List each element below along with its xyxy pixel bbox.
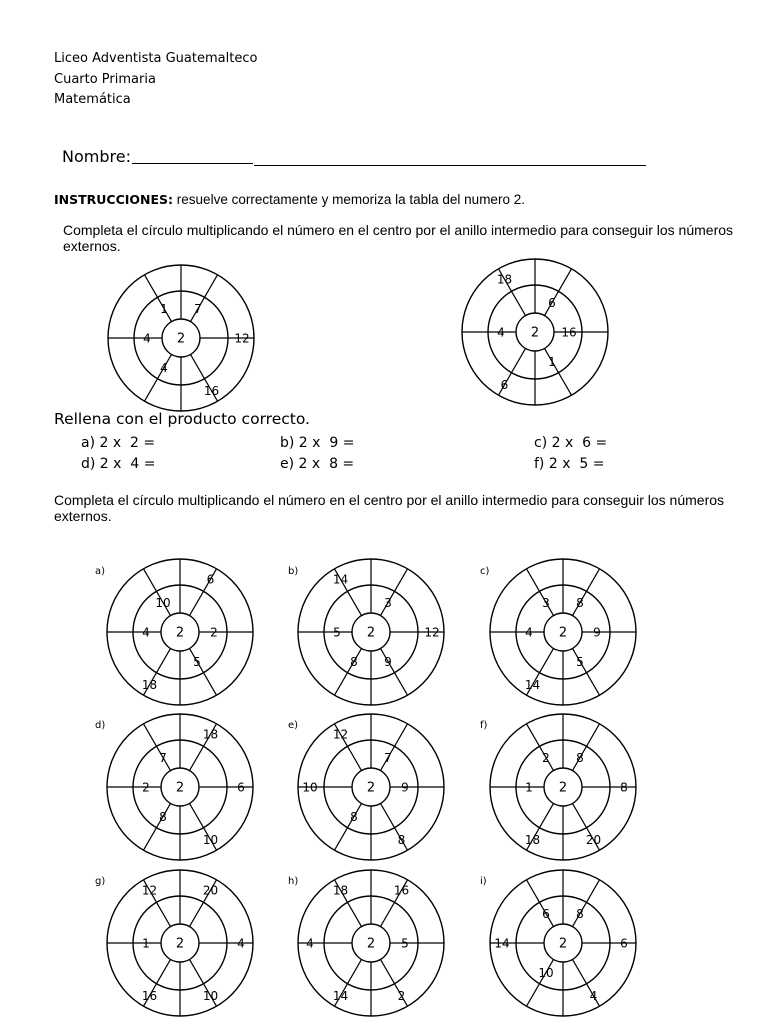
inner-number: 16 (561, 325, 577, 340)
subject-label: Matemática (54, 92, 131, 107)
center-number: 2 (175, 625, 185, 641)
outer-number: 14 (524, 678, 541, 693)
multiplication-wheel-b (292, 553, 450, 711)
multiplication-wheel-a (101, 553, 259, 711)
inner-number: 10 (155, 595, 171, 610)
center-number: 2 (558, 780, 568, 796)
inner-number: 2 (142, 780, 150, 795)
inner-number: 8 (576, 906, 584, 921)
outer-number: 6 (206, 572, 215, 587)
outer-number: 14 (332, 572, 349, 587)
inner-number: 4 (143, 331, 151, 346)
problem-d: d) 2 x 4 = (81, 456, 156, 472)
outer-number: 12 (332, 727, 349, 742)
inner-number: 7 (194, 301, 202, 316)
inner-number: 8 (350, 654, 358, 669)
outer-number: 8 (397, 833, 406, 848)
outer-number: 18 (524, 833, 541, 848)
inner-number: 5 (576, 654, 584, 669)
outer-number: 14 (494, 936, 510, 951)
inner-number: 7 (159, 750, 167, 765)
multiplication-wheel-i (484, 864, 642, 1022)
multiplication-wheel-second (456, 253, 614, 411)
inner-number: 5 (333, 625, 341, 640)
multiplication-wheel-c (484, 553, 642, 711)
inner-number: 3 (542, 595, 550, 610)
fill-title: Rellena con el producto correcto. (54, 410, 310, 428)
outer-number: 12 (234, 331, 250, 346)
center-number: 2 (366, 625, 376, 641)
outer-number: 16 (141, 989, 158, 1004)
outer-number: 16 (203, 384, 220, 399)
inner-number: 9 (593, 625, 601, 640)
outer-number: 6 (237, 780, 245, 795)
outer-number: 18 (496, 272, 513, 287)
problem-a: a) 2 x 2 = (81, 435, 156, 451)
instructions-label: INSTRUCCIONES: (54, 192, 174, 207)
inner-number: 9 (384, 654, 392, 669)
inner-number: 1 (548, 354, 556, 369)
center-number: 2 (366, 936, 376, 952)
outer-number: 10 (302, 780, 318, 795)
grade-label: Cuarto Primaria (54, 72, 156, 87)
multiplication-wheel-g (101, 864, 259, 1022)
inner-number: 8 (350, 809, 358, 824)
wheel-label: d) (95, 720, 106, 731)
inner-number: 3 (384, 595, 392, 610)
inner-number: 4 (160, 360, 168, 375)
inner-number: 9 (401, 780, 409, 795)
inner-number: 8 (576, 595, 584, 610)
center-number: 2 (175, 936, 185, 952)
center-number: 2 (175, 780, 185, 796)
center-number: 2 (530, 325, 540, 341)
outer-number: 18 (141, 678, 158, 693)
wheel-label: e) (288, 720, 299, 731)
inner-number: 2 (542, 750, 550, 765)
outer-number: 12 (424, 625, 440, 640)
name-field[interactable] (62, 147, 646, 166)
multiplication-wheel-f (484, 708, 642, 866)
outer-number: 18 (332, 883, 349, 898)
problem-e: e) 2 x 8 = (280, 456, 355, 472)
inner-number: 7 (384, 750, 392, 765)
inner-number: 4 (497, 325, 505, 340)
inner-number: 1 (142, 936, 150, 951)
wheel-label: a) (95, 566, 106, 577)
wheel-label: i) (480, 876, 487, 887)
wheel-label: f) (480, 720, 488, 731)
wheel-label: h) (288, 876, 299, 887)
wheel-label: b) (288, 566, 299, 577)
problem-c: c) 2 x 6 = (534, 435, 608, 451)
inner-number: 10 (538, 965, 554, 980)
outer-number: 14 (332, 989, 349, 1004)
outer-number: 4 (237, 936, 245, 951)
wheel-label: c) (480, 566, 490, 577)
outer-number: 8 (620, 780, 628, 795)
center-number: 2 (176, 331, 186, 347)
inner-number: 5 (193, 654, 201, 669)
outer-number: 10 (202, 989, 219, 1004)
problem-f: f) 2 x 5 = (534, 456, 605, 472)
outer-number: 16 (393, 883, 410, 898)
inner-number: 4 (142, 625, 150, 640)
outer-number: 10 (202, 833, 219, 848)
multiplication-wheel-e (292, 708, 450, 866)
exercise2-text: Completa el círculo multiplicando el número en el centro por el anillo intermedio para conseguir los números externos. (54, 492, 725, 524)
instructions-text: resuelve correctamente y memoriza la tabla del numero 2. (173, 192, 525, 207)
outer-number: 2 (397, 989, 406, 1004)
inner-number: 8 (159, 809, 167, 824)
inner-number: 1 (525, 780, 533, 795)
center-number: 2 (558, 625, 568, 641)
problem-b: b) 2 x 9 = (280, 435, 355, 451)
center-number: 2 (558, 936, 568, 952)
inner-number: 1 (160, 301, 168, 316)
instructions (54, 192, 525, 207)
name-blank-line (132, 163, 253, 164)
name-underline (254, 153, 646, 166)
outer-number: 20 (585, 833, 602, 848)
outer-number: 4 (306, 936, 314, 951)
multiplication-wheel-first (102, 259, 260, 417)
outer-number: 4 (589, 989, 598, 1004)
outer-number: 20 (202, 883, 219, 898)
multiplication-wheel-d (101, 708, 259, 866)
inner-number: 4 (525, 625, 533, 640)
outer-number: 6 (620, 936, 628, 951)
exercise1-text: Completa el círculo multiplicando el número en el centro por el anillo intermedio para conseguir los números externos. (63, 222, 734, 254)
inner-number: 6 (542, 906, 550, 921)
outer-number: 18 (202, 727, 219, 742)
outer-number: 12 (141, 883, 158, 898)
school-name: Liceo Adventista Guatemalteco (54, 51, 258, 66)
inner-number: 5 (401, 936, 409, 951)
inner-number: 6 (548, 295, 556, 310)
wheel-label: g) (95, 876, 106, 887)
inner-number: 2 (210, 625, 218, 640)
inner-number: 8 (576, 750, 584, 765)
name-label: Nombre: (62, 147, 131, 166)
center-number: 2 (366, 780, 376, 796)
outer-number: 6 (500, 378, 509, 393)
multiplication-wheel-h (292, 864, 450, 1022)
